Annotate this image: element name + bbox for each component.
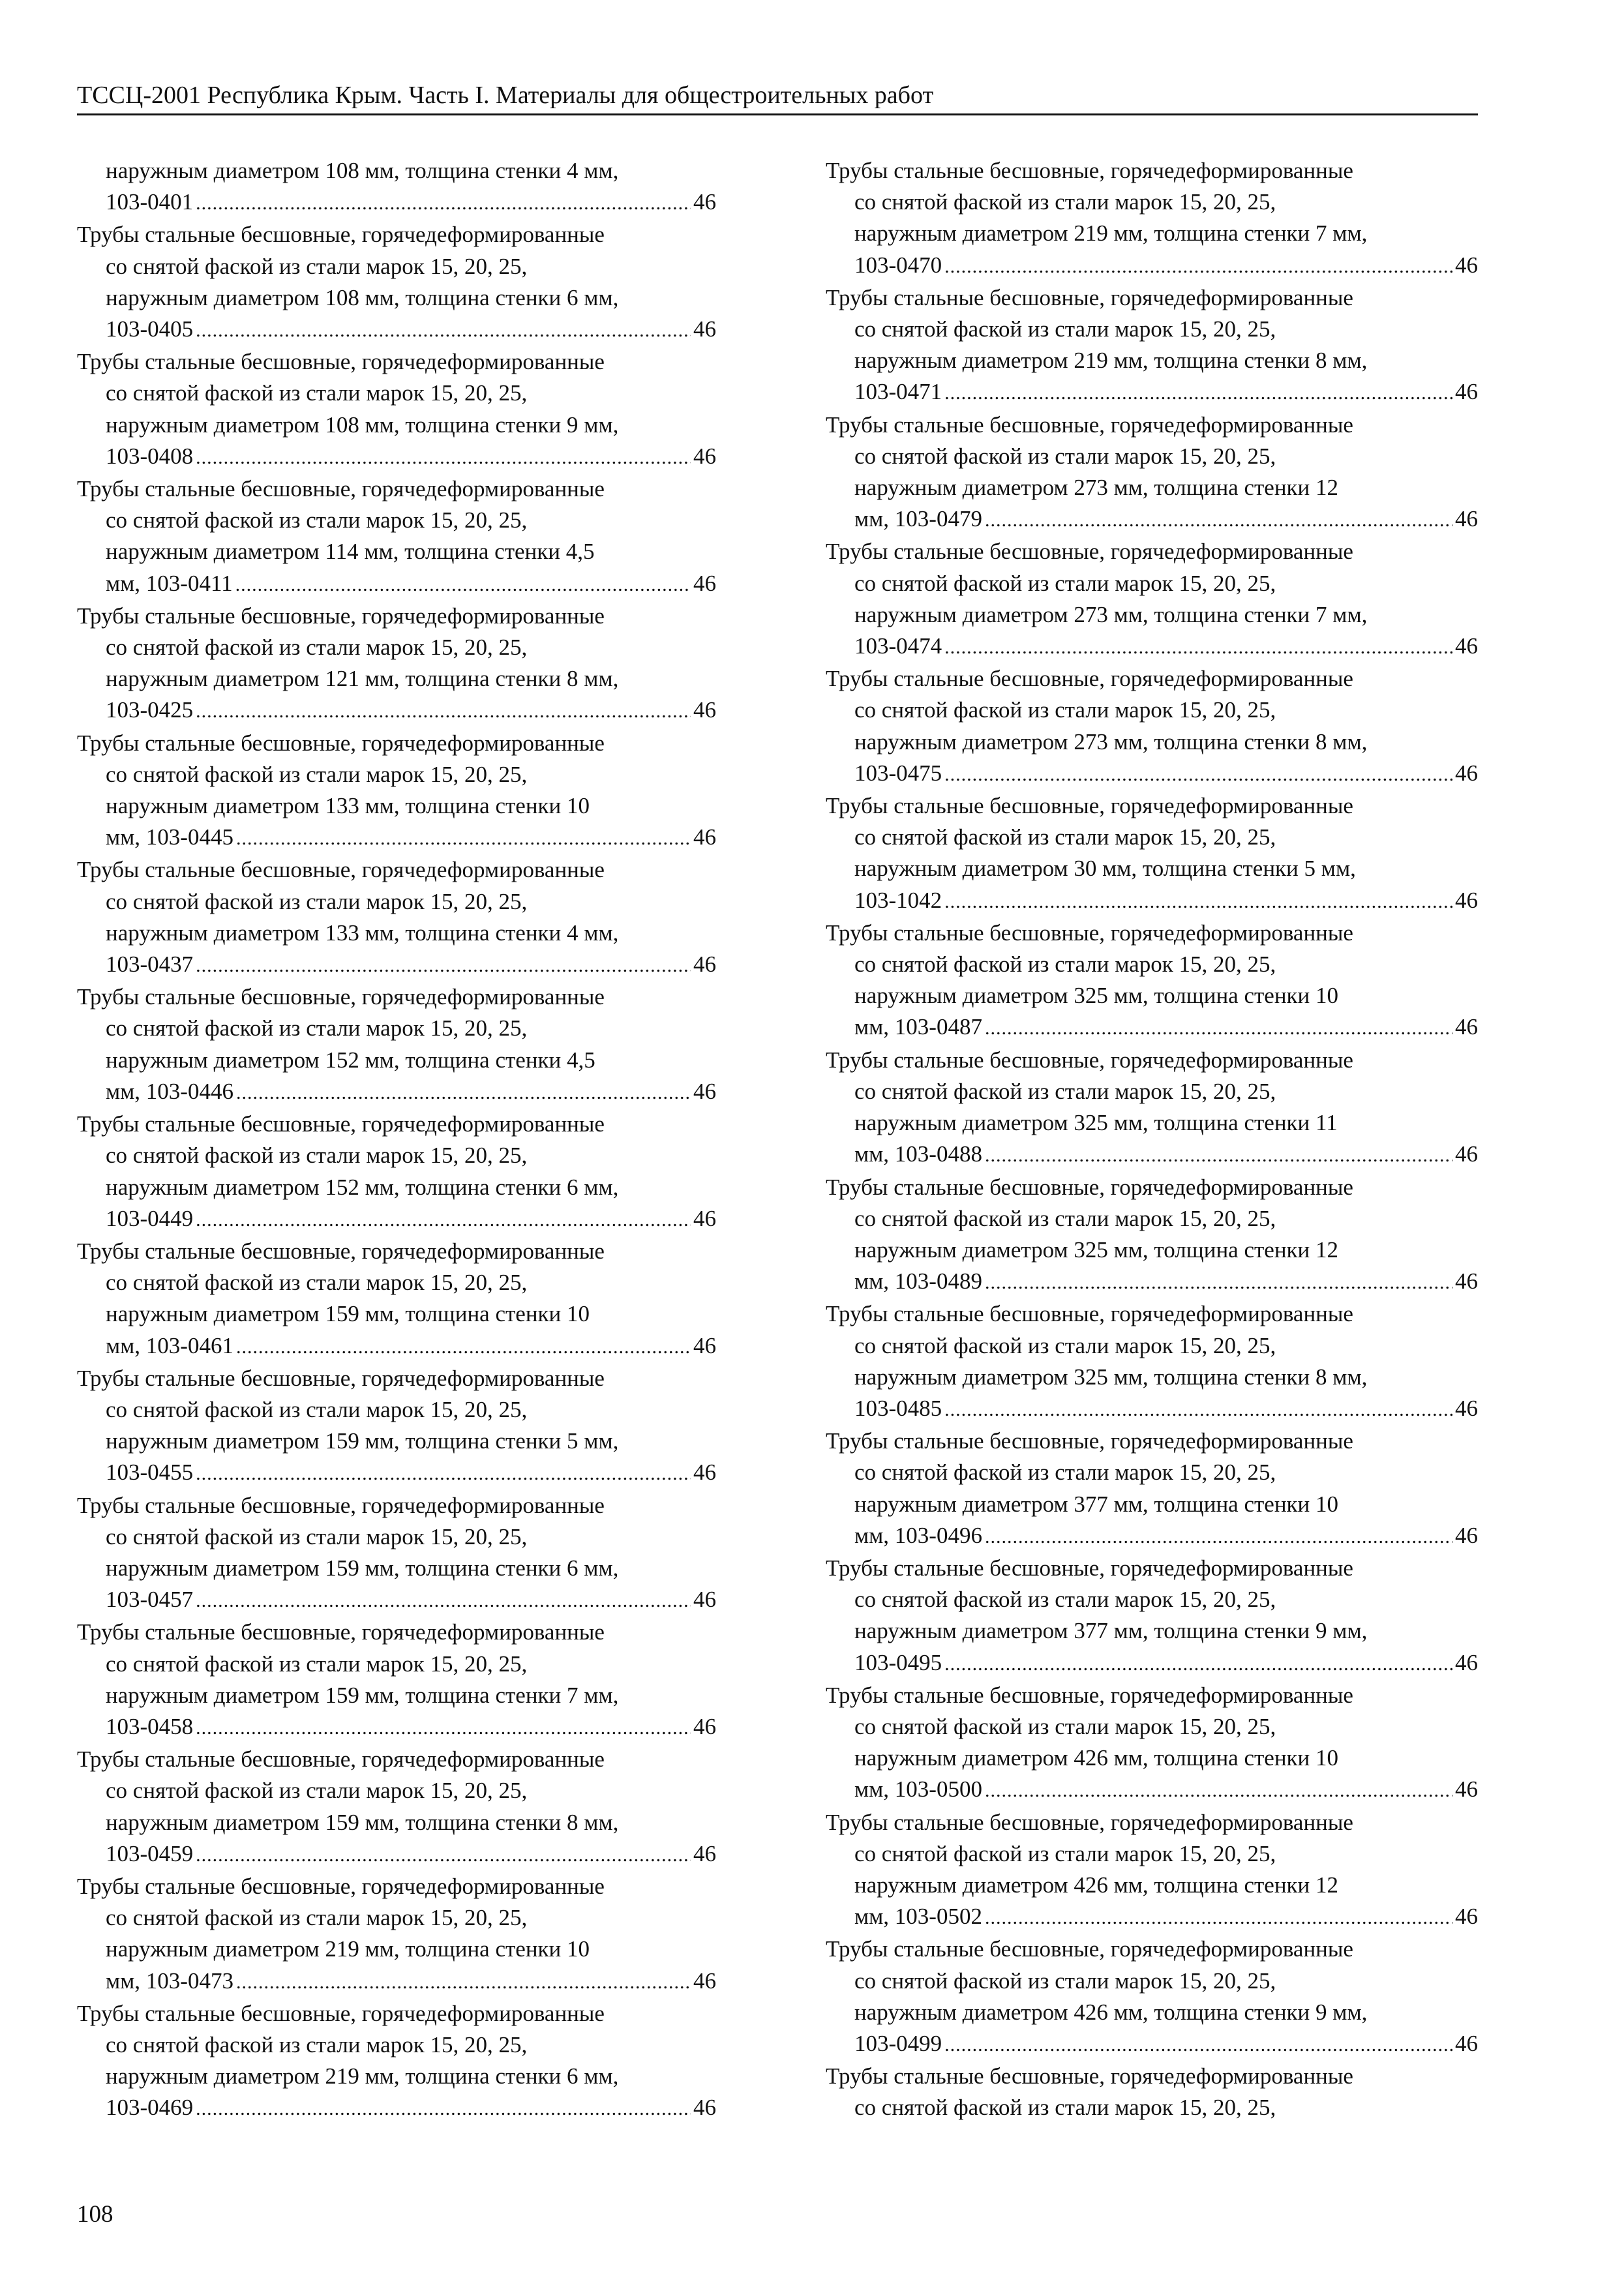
entry-text-line: наружным диаметром 426 мм, толщина стенки 10 — [854, 1745, 1339, 1771]
entry-text-line: наружным диаметром 30 мм, толщина стенки 5 мм, — [854, 856, 1356, 882]
entry-leader-line — [826, 1266, 1478, 1298]
entry-text-line: Трубы стальные бесшовные, горячедеформированные — [826, 793, 1353, 819]
dot-leader — [196, 315, 691, 346]
entry-text-line: наружным диаметром 159 мм, толщина стенки 7 мм, — [106, 1682, 619, 1708]
dot-leader — [985, 1902, 1452, 1934]
entry-text-line: со снятой фаской из стали марок 15, 20, 25, — [854, 443, 1276, 469]
index-entry — [77, 219, 716, 346]
entry-text-line: наружным диаметром 108 мм, толщина стенки 9 мм, — [106, 411, 619, 438]
page-reference: 46 — [693, 443, 716, 469]
entry-text-line: Трубы стальные бесшовные, горячедеформированные — [77, 349, 605, 375]
entry-text-line: со снятой фаской из стали марок 15, 20, 25, — [106, 761, 528, 787]
dot-leader — [196, 2093, 691, 2125]
entry-leader-line — [826, 1901, 1478, 1934]
entry-text-line: наружным диаметром 273 мм, толщина стенки 7 мм, — [854, 601, 1368, 627]
dot-leader — [985, 1267, 1452, 1298]
entry-text-line: Трубы стальные бесшовные, горячедеформированные — [77, 1619, 605, 1645]
index-entry — [826, 1045, 1478, 1172]
entry-leader-line — [77, 441, 716, 473]
dot-leader — [985, 1140, 1452, 1171]
entry-leader-line — [826, 631, 1478, 663]
resource-code: 103-0457 — [106, 1587, 194, 1613]
entry-leader-line — [826, 250, 1478, 282]
entry-text-line: Трубы стальные бесшовные, горячедеформированные — [826, 2063, 1353, 2089]
index-entry — [826, 536, 1478, 663]
page-reference: 46 — [693, 1078, 716, 1104]
page-reference: 46 — [1455, 1904, 1478, 1930]
resource-code: 103-0485 — [854, 1395, 942, 1421]
header-title: ТССЦ-2001 Республика Крым. Часть I. Материалы для общестроительных работ — [77, 82, 934, 109]
entry-text-line: Трубы стальные бесшовные, горячедеформированные — [826, 1428, 1353, 1454]
page-reference: 46 — [1455, 1141, 1478, 1167]
entry-leader-line — [77, 1457, 716, 1489]
entry-text-line: Трубы стальные бесшовные, горячедеформированные — [826, 920, 1353, 946]
page-reference: 46 — [693, 1840, 716, 1866]
dot-leader — [235, 569, 691, 601]
page-reference: 46 — [1455, 1522, 1478, 1548]
resource-code: мм, 103-0488 — [854, 1141, 982, 1167]
entry-text-line: наружным диаметром 219 мм, толщина стенки 7 мм, — [854, 220, 1368, 247]
entry-leader-line — [77, 949, 716, 981]
dot-leader — [236, 1077, 691, 1109]
running-header — [77, 78, 1478, 115]
entry-text-line: со снятой фаской из стали марок 15, 20, 25, — [854, 1078, 1276, 1104]
dot-leader — [985, 1521, 1452, 1553]
page-reference: 46 — [693, 1587, 716, 1613]
resource-code: 103-0425 — [106, 697, 194, 723]
entry-text-line: наружным диаметром 377 мм, толщина стенки 9 мм, — [854, 1618, 1368, 1644]
index-entry — [77, 1363, 716, 1490]
entry-text-line: наружным диаметром 325 мм, толщина стенки 8 мм, — [854, 1364, 1368, 1390]
entry-leader-line — [77, 822, 716, 854]
entry-text-line: наружным диаметром 426 мм, толщина стенки 12 — [854, 1872, 1339, 1898]
resource-code: 103-0405 — [106, 316, 194, 342]
entry-text-line: Трубы стальные бесшовные, горячедеформированные — [77, 2000, 605, 2026]
dot-leader — [196, 1204, 691, 1236]
entry-text-line: со снятой фаской из стали марок 15, 20, 25, — [106, 1015, 528, 1041]
entry-text-line: Трубы стальные бесшовные, горячедеформированные — [77, 476, 605, 502]
entry-text-line: наружным диаметром 133 мм, толщина стенки 4 мм, — [106, 920, 619, 946]
dot-leader — [944, 2029, 1452, 2061]
entry-leader-line — [77, 1203, 716, 1236]
entry-text-line: Трубы стальные бесшовные, горячедеформированные — [826, 1936, 1353, 1962]
entry-leader-line — [826, 885, 1478, 918]
page-reference: 46 — [693, 1967, 716, 1994]
entry-leader-line — [77, 1584, 716, 1617]
entry-text-line: со снятой фаской из стали марок 15, 20, 25, — [854, 1840, 1276, 1866]
page-reference: 46 — [1455, 1776, 1478, 1803]
index-entry — [77, 473, 716, 601]
entry-text-line: Трубы стальные бесшовные, горячедеформированные — [77, 1746, 605, 1773]
page-reference: 46 — [693, 189, 716, 215]
entry-text-line: Трубы стальные бесшовные, горячедеформированные — [77, 222, 605, 248]
index-entry — [77, 346, 716, 473]
resource-code: мм, 103-0445 — [106, 824, 233, 850]
index-entry — [77, 854, 716, 981]
page-reference: 46 — [693, 1332, 716, 1358]
dot-leader — [196, 188, 691, 219]
index-entry — [826, 1298, 1478, 1426]
dot-leader — [944, 378, 1452, 409]
dot-leader — [196, 950, 691, 981]
resource-code: мм, 103-0461 — [106, 1332, 233, 1358]
index-entry — [826, 410, 1478, 537]
entry-leader-line — [77, 314, 716, 346]
entry-text-line: со снятой фаской из стали марок 15, 20, 25, — [106, 380, 528, 406]
resource-code: 103-0455 — [106, 1459, 194, 1486]
entry-leader-line — [826, 1011, 1478, 1044]
entry-text-line: Трубы стальные бесшовные, горячедеформированные — [826, 666, 1353, 692]
dot-leader — [196, 1713, 691, 1744]
entry-leader-line — [77, 1711, 716, 1744]
page-reference: 46 — [1455, 379, 1478, 405]
dot-leader — [985, 1775, 1452, 1806]
entry-text-line: со снятой фаской из стали марок 15, 20, 25, — [854, 824, 1276, 850]
resource-code: мм, 103-0479 — [854, 506, 982, 532]
dot-leader — [196, 1840, 691, 1871]
index-entry — [77, 1236, 716, 1363]
index-entry — [77, 1617, 716, 1744]
index-entry — [826, 663, 1478, 790]
entry-text-line: со снятой фаской из стали марок 15, 20, 25, — [854, 1713, 1276, 1739]
index-entry — [77, 1871, 716, 1998]
entry-text-line: наружным диаметром 273 мм, толщина стенки 12 — [854, 475, 1339, 501]
entry-text-line: Трубы стальные бесшовные, горячедеформированные — [826, 539, 1353, 565]
entry-text-line: со снятой фаской из стали марок 15, 20, 25, — [106, 1778, 528, 1804]
entry-text-line: со снятой фаской из стали марок 15, 20, 25, — [106, 1270, 528, 1296]
dot-leader — [944, 251, 1452, 282]
resource-code: мм, 103-0487 — [854, 1014, 982, 1040]
entry-leader-line — [77, 568, 716, 601]
entry-text-line: наружным диаметром 159 мм, толщина стенки 10 — [106, 1301, 590, 1327]
entry-text-line: со снятой фаской из стали марок 15, 20, 25, — [854, 2095, 1276, 2121]
entry-text-line: со снятой фаской из стали марок 15, 20, 25, — [854, 1332, 1276, 1358]
index-entry — [77, 1490, 716, 1617]
index-entry — [826, 282, 1478, 410]
page-reference: 46 — [693, 697, 716, 723]
entry-leader-line — [826, 1520, 1478, 1553]
entry-text-line: наружным диаметром 121 мм, толщина стенки 8 мм, — [106, 666, 619, 692]
entry-text-line: Трубы стальные бесшовные, горячедеформированные — [826, 1174, 1353, 1200]
entry-text-line: со снятой фаской из стали марок 15, 20, 25, — [854, 189, 1276, 215]
entry-leader-line — [77, 2092, 716, 2125]
resource-code: 103-0470 — [854, 252, 942, 278]
entry-text-line: наружным диаметром 219 мм, толщина стенки 8 мм, — [854, 348, 1368, 374]
entry-text-line: Трубы стальные бесшовные, горячедеформированные — [77, 730, 605, 756]
resource-code: 103-0475 — [854, 760, 942, 786]
index-entry — [826, 1553, 1478, 1680]
entry-text-line: со снятой фаской из стали марок 15, 20, 25, — [854, 570, 1276, 596]
resource-code: 103-0499 — [854, 2030, 942, 2056]
dot-leader — [196, 442, 691, 473]
entry-text-line: со снятой фаской из стали марок 15, 20, 25, — [106, 2031, 528, 2057]
page-reference: 46 — [1455, 1014, 1478, 1040]
index-entry — [826, 1934, 1478, 2061]
page-reference: 46 — [1455, 1649, 1478, 1675]
entry-text-line: со снятой фаской из стали марок 15, 20, 25, — [106, 888, 528, 914]
index-entry — [77, 1109, 716, 1236]
entry-text-line: Трубы стальные бесшовные, горячедеформированные — [826, 1555, 1353, 1581]
resource-code: мм, 103-0411 — [106, 570, 233, 596]
entry-text-line: со снятой фаской из стали марок 15, 20, 25, — [106, 1905, 528, 1931]
entry-text-line: со снятой фаской из стали марок 15, 20, 25, — [106, 635, 528, 661]
page-reference: 46 — [1455, 633, 1478, 659]
entry-leader-line — [826, 1774, 1478, 1806]
dot-leader — [236, 1332, 691, 1363]
entry-leader-line — [826, 758, 1478, 790]
entry-text-line: Трубы стальные бесшовные, горячедеформированные — [77, 984, 605, 1010]
entry-text-line: со снятой фаской из стали марок 15, 20, 25, — [106, 507, 528, 533]
index-entry — [826, 1172, 1478, 1299]
resource-code: мм, 103-0502 — [854, 1904, 982, 1930]
index-entry — [77, 1998, 716, 2125]
dot-leader — [196, 696, 691, 727]
index-entry — [826, 1807, 1478, 1934]
entry-leader-line — [826, 503, 1478, 536]
entry-text-line: наружным диаметром 377 мм, толщина стенки 10 — [854, 1491, 1339, 1517]
page-reference: 46 — [693, 824, 716, 850]
dot-leader — [944, 1394, 1452, 1426]
index-entry — [77, 155, 716, 219]
entry-text-line: со снятой фаской из стали марок 15, 20, 25, — [106, 1143, 528, 1169]
entry-text-line: Трубы стальные бесшовные, горячедеформированные — [826, 284, 1353, 310]
index-entry — [826, 2061, 1478, 2123]
entry-text-line: Трубы стальные бесшовные, горячедеформированные — [826, 1809, 1353, 1835]
dot-leader — [196, 1585, 691, 1617]
entry-text-line: наружным диаметром 219 мм, толщина стенки 6 мм, — [106, 2063, 619, 2089]
entry-leader-line — [826, 2028, 1478, 2061]
entry-text-line: наружным диаметром 108 мм, толщина стенки 6 мм, — [106, 284, 619, 310]
page-reference: 46 — [693, 951, 716, 978]
index-entry — [77, 1744, 716, 1871]
resource-code: мм, 103-0500 — [854, 1776, 982, 1803]
entry-text-line: Трубы стальные бесшовные, горячедеформированные — [826, 411, 1353, 438]
entry-text-line: Трубы стальные бесшовные, горячедеформированные — [77, 603, 605, 629]
dot-leader — [944, 886, 1452, 918]
index-entry — [77, 981, 716, 1109]
page-reference: 46 — [1455, 887, 1478, 913]
entry-text-line: наружным диаметром 133 мм, толщина стенки 10 — [106, 793, 590, 819]
index-entry — [77, 601, 716, 728]
entry-leader-line — [77, 695, 716, 727]
entry-text-line: наружным диаметром 325 мм, толщина стенки 10 — [854, 983, 1339, 1009]
index-column-right — [826, 155, 1478, 2124]
entry-text-line: Трубы стальные бесшовные, горячедеформированные — [77, 1492, 605, 1518]
resource-code: 103-0474 — [854, 633, 942, 659]
page-reference: 46 — [1455, 1268, 1478, 1294]
resource-code: 103-0458 — [106, 1713, 194, 1739]
entry-leader-line — [826, 376, 1478, 409]
page-reference: 46 — [1455, 506, 1478, 532]
index-entry — [77, 728, 716, 855]
entry-text-line: со снятой фаской из стали марок 15, 20, 25, — [854, 697, 1276, 723]
entry-leader-line — [826, 1393, 1478, 1426]
dot-leader — [985, 1013, 1452, 1044]
page-reference: 46 — [693, 2095, 716, 2121]
dot-leader — [236, 1967, 691, 1998]
page-reference: 46 — [693, 316, 716, 342]
entry-text-line: со снятой фаской из стали марок 15, 20, 25, — [106, 253, 528, 279]
resource-code: мм, 103-0446 — [106, 1078, 233, 1104]
entry-text-line: Трубы стальные бесшовные, горячедеформированные — [77, 1365, 605, 1391]
index-entry — [826, 1680, 1478, 1807]
page-reference: 46 — [693, 570, 716, 596]
resource-code: мм, 103-0473 — [106, 1967, 233, 1994]
entry-text-line: Трубы стальные бесшовные, горячедеформированные — [77, 1873, 605, 1899]
entry-text-line: со снятой фаской из стали марок 15, 20, 25, — [106, 1396, 528, 1422]
page-reference: 46 — [1455, 252, 1478, 278]
resource-code: мм, 103-0496 — [854, 1522, 982, 1548]
entry-text-line: со снятой фаской из стали марок 15, 20, 25, — [854, 951, 1276, 978]
entry-leader-line — [77, 1966, 716, 1998]
entry-text-line: со снятой фаской из стали марок 15, 20, 25, — [854, 1587, 1276, 1613]
entry-leader-line — [77, 187, 716, 219]
entry-text-line: со снятой фаской из стали марок 15, 20, 25, — [854, 1967, 1276, 1994]
entry-text-line: со снятой фаской из стали марок 15, 20, 25, — [854, 1459, 1276, 1486]
entry-text-line: наружным диаметром 159 мм, толщина стенки 5 мм, — [106, 1428, 619, 1454]
entry-text-line: Трубы стальные бесшовные, горячедеформированные — [826, 1682, 1353, 1708]
dot-leader — [236, 823, 691, 854]
entry-text-line: Трубы стальные бесшовные, горячедеформированные — [826, 158, 1353, 183]
dot-leader — [944, 632, 1452, 663]
entry-text-line: наружным диаметром 152 мм, толщина стенки 4,5 — [106, 1047, 595, 1073]
entry-leader-line — [77, 1330, 716, 1363]
entry-text-line: Трубы стальные бесшовные, горячедеформированные — [826, 1301, 1353, 1327]
resource-code: 103-0471 — [854, 379, 942, 405]
page-reference: 46 — [1455, 760, 1478, 786]
entry-text-line: Трубы стальные бесшовные, горячедеформированные — [77, 1238, 605, 1264]
resource-code: 103-0408 — [106, 443, 194, 469]
entry-text-line: со снятой фаской из стали марок 15, 20, 25, — [106, 1523, 528, 1549]
index-entry — [826, 918, 1478, 1045]
entry-text-line: Трубы стальные бесшовные, горячедеформированные — [826, 1047, 1353, 1073]
page-reference: 46 — [693, 1713, 716, 1739]
page-reference: 46 — [1455, 1395, 1478, 1421]
entry-text-line: наружным диаметром 152 мм, толщина стенки 6 мм, — [106, 1174, 619, 1200]
entry-text-line: наружным диаметром 273 мм, толщина стенки 8 мм, — [854, 728, 1368, 755]
entry-text-line: наружным диаметром 159 мм, толщина стенки 8 мм, — [106, 1809, 619, 1835]
entry-text-line: наружным диаметром 108 мм, толщина стенки 4 мм, — [106, 158, 619, 183]
page-reference: 46 — [693, 1459, 716, 1486]
resource-code: 103-0449 — [106, 1205, 194, 1231]
page-number: 108 — [77, 2201, 113, 2228]
page-reference: 46 — [1455, 2030, 1478, 2056]
resource-code: 103-0401 — [106, 189, 194, 215]
resource-code: 103-0469 — [106, 2095, 194, 2121]
entry-text-line: Трубы стальные бесшовные, горячедеформированные — [77, 857, 605, 883]
entry-text-line: наружным диаметром 114 мм, толщина стенки 4,5 — [106, 539, 595, 565]
index-column-left — [77, 155, 716, 2125]
entry-leader-line — [77, 1838, 716, 1871]
index-entry — [826, 1426, 1478, 1553]
entry-text-line: наружным диаметром 159 мм, толщина стенки 6 мм, — [106, 1555, 619, 1581]
index-entry — [826, 790, 1478, 918]
entry-text-line: со снятой фаской из стали марок 15, 20, 25, — [106, 1651, 528, 1677]
entry-leader-line — [77, 1076, 716, 1109]
entry-text-line: со снятой фаской из стали марок 15, 20, 25, — [854, 316, 1276, 342]
dot-leader — [944, 759, 1452, 790]
dot-leader — [985, 505, 1452, 536]
entry-text-line: Трубы стальные бесшовные, горячедеформированные — [77, 1111, 605, 1137]
entry-leader-line — [826, 1139, 1478, 1171]
entry-leader-line — [826, 1647, 1478, 1680]
resource-code: 103-0495 — [854, 1649, 942, 1675]
resource-code: 103-1042 — [854, 887, 942, 913]
dot-leader — [196, 1458, 691, 1489]
entry-text-line: со снятой фаской из стали марок 15, 20, 25, — [854, 1205, 1276, 1231]
entry-text-line: наружным диаметром 426 мм, толщина стенки 9 мм, — [854, 1999, 1368, 2025]
resource-code: мм, 103-0489 — [854, 1268, 982, 1294]
entry-text-line: наружным диаметром 325 мм, толщина стенки 11 — [854, 1110, 1338, 1136]
dot-leader — [944, 1649, 1452, 1680]
resource-code: 103-0437 — [106, 951, 194, 978]
index-entry — [826, 155, 1478, 282]
page-reference: 46 — [693, 1205, 716, 1231]
entry-text-line: наружным диаметром 325 мм, толщина стенки 12 — [854, 1236, 1339, 1263]
entry-text-line: наружным диаметром 219 мм, толщина стенки 10 — [106, 1936, 590, 1962]
resource-code: 103-0459 — [106, 1840, 194, 1866]
